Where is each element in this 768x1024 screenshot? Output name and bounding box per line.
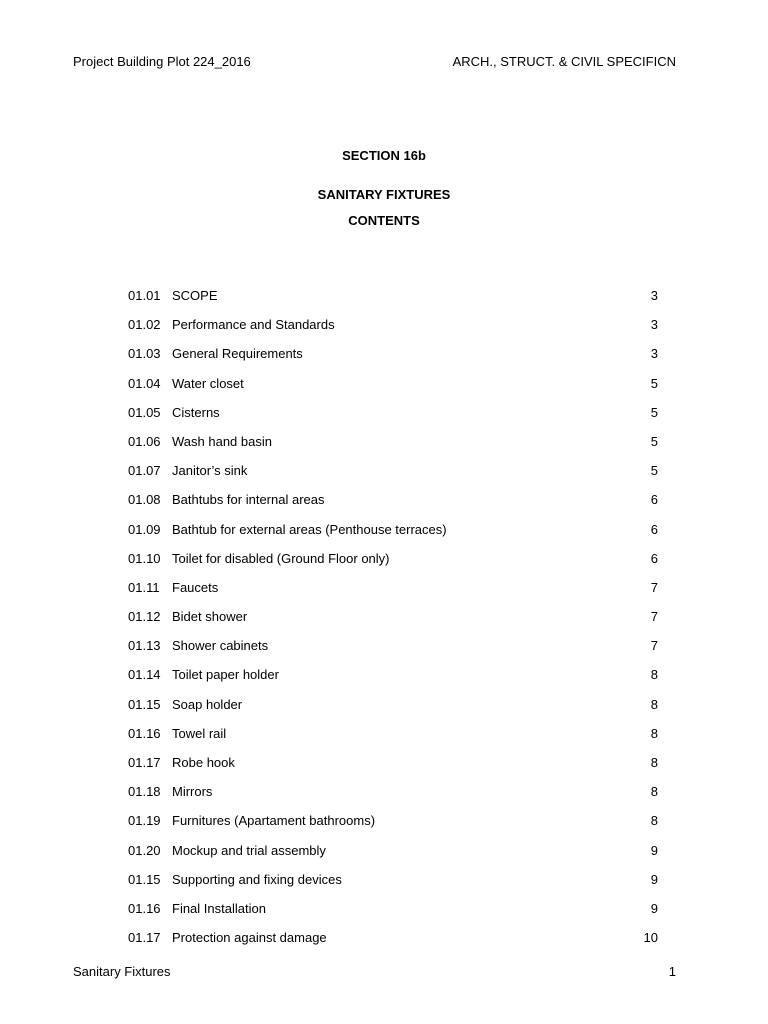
toc-entry-number: 01.15 [128,696,161,712]
toc-entry-page: 8 [650,813,658,829]
toc-entry-number: 01.01 [128,288,161,303]
toc-entry-page: 5 [650,404,658,420]
contents-heading: CONTENTS [348,213,420,228]
toc-entry-page: 8 [650,784,658,800]
toc-entry[interactable] [128,551,658,580]
toc-entry-number: 01.09 [128,521,161,537]
toc-entry[interactable] [128,638,658,667]
toc-entry-title: Wash hand basin [172,433,272,449]
toc-entry-title: Soap holder [172,696,243,712]
toc-entry[interactable] [128,317,658,346]
toc-entry-title: General Requirements [172,346,303,362]
toc-entry[interactable] [128,872,658,901]
toc-entry-title: Janitor’s sink [172,463,248,479]
toc-entry-title: Cisterns [172,404,220,420]
toc-entry-page: 7 [650,579,658,595]
toc-entry-number: 01.18 [128,784,161,800]
toc-entry[interactable] [128,930,658,959]
toc-entry-page: 9 [650,900,658,916]
toc-entry[interactable] [128,463,658,492]
toc-entry-title: Mockup and trial assembly [172,842,326,858]
toc-entry[interactable] [128,609,658,638]
toc-entry-number: 01.10 [128,550,161,566]
toc-entry-number: 01.11 [128,579,160,595]
toc-entry-number: 01.17 [128,755,161,770]
toc-entry[interactable] [128,667,658,696]
toc-entry-number: 01.05 [128,404,161,420]
toc-entry-page: 3 [650,346,658,362]
toc-entry-page: 5 [650,375,658,391]
toc-entry[interactable] [128,755,658,784]
toc-entry[interactable] [128,784,658,813]
toc-entry-title: Performance and Standards [172,317,335,333]
toc-entry-page: 6 [650,521,658,537]
toc-entry-page: 9 [650,871,658,887]
toc-entry[interactable] [128,726,658,755]
toc-entry-title: Final Installation [172,900,266,916]
toc-entry-page: 10 [643,930,658,946]
page-number: 1 [668,964,676,979]
toc-entry-number: 01.15 [128,871,161,887]
toc-entry-page: 3 [650,317,658,333]
toc-entry[interactable] [128,813,658,842]
toc-entry-title: Shower cabinets [172,638,269,654]
toc-entry-page: 5 [650,433,658,449]
toc-entry[interactable] [128,346,658,375]
toc-entry-number: 01.16 [128,900,161,916]
toc-entry-number: 01.20 [128,842,161,858]
toc-entry[interactable] [128,522,658,551]
toc-entry-page: 9 [650,842,658,858]
page-footer [73,964,676,979]
toc-entry-number: 01.03 [128,346,161,362]
toc-entry-title: Water closet [172,375,244,391]
toc-entry-title: Protection against damage [172,930,327,946]
toc-entry-title: Supporting and fixing devices [172,871,342,887]
toc-entry[interactable] [128,288,658,317]
header-project-name: Project Building Plot 224_2016 [73,54,251,69]
toc-entry[interactable] [128,492,658,521]
header-spec-title: ARCH., STRUCT. & CIVIL SPECIFICN [452,54,676,69]
toc-entry-number: 01.17 [128,930,161,946]
table-of-contents [128,288,658,959]
toc-entry-page: 8 [650,667,658,683]
toc-entry-page: 5 [650,463,658,479]
toc-entry-page: 8 [650,725,658,741]
page-header [73,54,676,69]
toc-entry[interactable] [128,376,658,405]
toc-entry-page: 3 [650,288,658,303]
toc-entry-page: 7 [650,609,658,625]
toc-entry-number: 01.14 [128,667,161,683]
toc-entry-title: SCOPE [172,288,218,303]
toc-entry-number: 01.12 [128,609,161,625]
toc-entry-page: 6 [650,492,658,508]
toc-entry-title: Bidet shower [172,609,248,625]
toc-entry-number: 01.08 [128,492,161,508]
toc-entry-title: Mirrors [172,784,213,800]
toc-entry-title: Faucets [172,579,219,595]
toc-entry-title: Bathtub for external areas (Penthouse terraces) [172,521,447,537]
toc-entry[interactable] [128,843,658,872]
toc-entry[interactable] [128,434,658,463]
toc-entry-number: 01.16 [128,725,161,741]
section-number: SECTION 16b [342,148,426,163]
toc-entry-title: Robe hook [172,755,235,770]
toc-entry-number: 01.02 [128,317,161,333]
toc-entry-page: 6 [650,550,658,566]
toc-entry-number: 01.04 [128,375,161,391]
footer-section-name: Sanitary Fixtures [73,964,171,979]
toc-entry[interactable] [128,901,658,930]
toc-entry-title: Towel rail [172,725,227,741]
toc-entry-title: Toilet paper holder [172,667,279,683]
section-title: SANITARY FIXTURES [317,187,451,202]
toc-entry[interactable] [128,697,658,726]
toc-entry-page: 7 [650,638,658,654]
toc-entry-page: 8 [650,755,658,770]
toc-entry-title: Toilet for disabled (Ground Floor only) [172,550,390,566]
toc-entry-page: 8 [650,696,658,712]
toc-entry-number: 01.19 [128,813,161,829]
toc-entry-title: Furnitures (Apartament bathrooms) [172,813,376,829]
toc-entry-number: 01.06 [128,433,161,449]
toc-entry-number: 01.07 [128,463,161,479]
toc-entry[interactable] [128,580,658,609]
toc-entry[interactable] [128,405,658,434]
toc-entry-number: 01.13 [128,638,161,654]
toc-entry-title: Bathtubs for internal areas [172,492,325,508]
